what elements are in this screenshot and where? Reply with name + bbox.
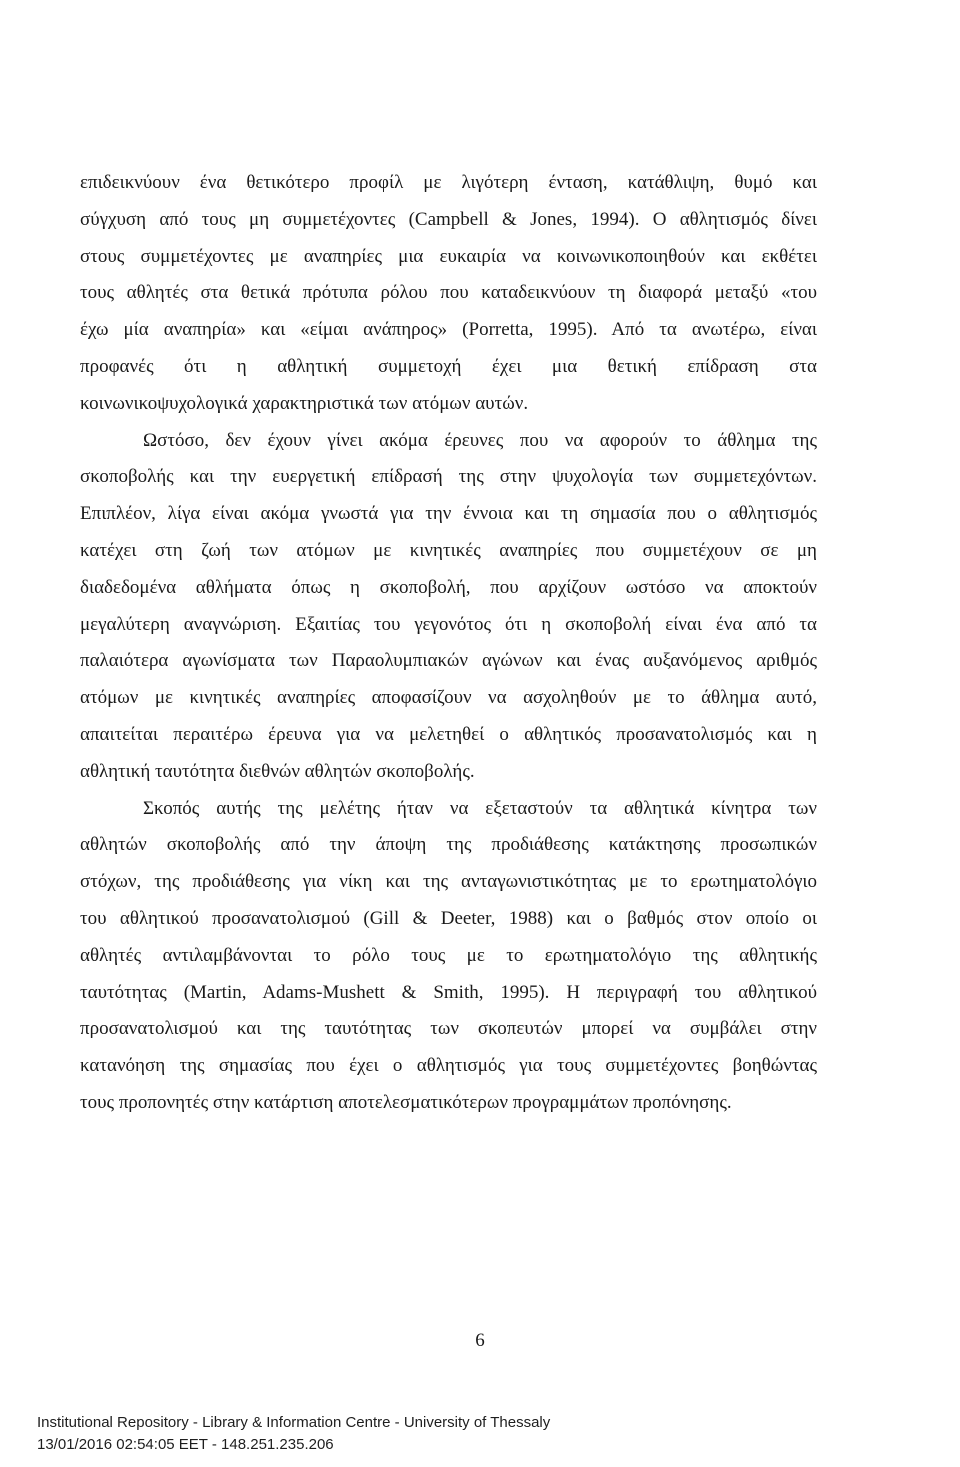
text-line: μεγαλύτερη αναγνώριση. Εξαιτίας του γεγονότος ότι η σκοποβολή είναι ένα από τα — [80, 613, 817, 635]
text-line: Σκοπός αυτής της μελέτης ήταν να εξεταστούν τα αθλητικά κίνητρα των — [143, 797, 817, 819]
text-line: Επιπλέον, λίγα είναι ακόμα γνωστά για την έννοια και τη σημασία που ο αθλητισμός — [80, 503, 817, 525]
text-line: κατέχει στη ζωή των ατόμων με κινητικές αναπηρίες που συμμετέχουν σε μη — [80, 539, 817, 561]
text-line: κατανόηση της σημασίας που έχει ο αθλητισμός για τους συμμετέχοντες βοηθώντας — [80, 1055, 817, 1077]
paragraph — [80, 165, 817, 423]
paragraph — [80, 791, 817, 1122]
text-line: τους προπονητές στην κατάρτιση αποτελεσματικότερων προγραμμάτων προπόνησης. — [80, 1091, 732, 1113]
text-line: αθλητική ταυτότητα διεθνών αθλητών σκοποβολής. — [80, 760, 475, 782]
page-number: 6 — [475, 1330, 485, 1351]
text-line: επιδεικνύουν ένα θετικότερο προφίλ με λιγότερη ένταση, κατάθλιψη, θυμό και — [80, 172, 817, 193]
text-line: παλαιότερα αγωνίσματα των Παραολυμπιακών αγώνων και ένας αυξανόμενος αριθμός — [80, 650, 817, 672]
text-line: έχω μία αναπηρία» και «είμαι ανάπηρος» (Porretta, 1995). Από τα ανωτέρω, είναι — [80, 319, 817, 341]
text-line: σύγχυση από τους μη συμμετέχοντες (Campbell & Jones, 1994). Ο αθλητισμός δίνει — [80, 208, 817, 230]
text-line: τους αθλητές στα θετικά πρότυπα ρόλου που καταδεικνύουν τη διαφορά μεταξύ «του — [80, 282, 817, 304]
text-line: ατόμων με κινητικές αναπηρίες αποφασίζουν να ασχοληθούν με το άθλημα αυτό, — [80, 687, 817, 709]
text-line: στόχων, της προδιάθεσης για νίκη και της ανταγωνιστικότητας με το ερωτηματολόγιο — [80, 871, 817, 893]
text-line: του αθλητικού προσανατολισμού (Gill & Deeter, 1988) και ο βαθμός στον οποίο οι — [80, 907, 817, 929]
text-line: αθλητές αντιλαμβάνονται το ρόλο τους με το ερωτηματολόγιο της αθλητικής — [80, 944, 817, 966]
text-line: κοινωνικοψυχολογικά χαρακτηριστικά των ατόμων αυτών. — [80, 392, 529, 414]
footer-timestamp-line: 13/01/2016 02:54:05 EET - 148.251.235.206 — [37, 1436, 334, 1453]
text-line: Ωστόσο, δεν έχουν γίνει ακόμα έρευνες που να αφορούν το άθλημα της — [143, 429, 817, 451]
text-line: προφανές ότι η αθλητική συμμετοχή έχει μια θετική επίδραση στα — [80, 355, 817, 377]
text-line: στους συμμετέχοντες με αναπηρίες μια ευκαιρία να κοινωνικοποιηθούν και εκθέτει — [80, 245, 817, 267]
text-line: προσανατολισμού και της ταυτότητας των σκοπευτών μπορεί να συμβάλει στην — [80, 1018, 817, 1040]
text-line: σκοποβολής και την ευεργετική επίδρασή της στην ψυχολογία των συμμετεχόντων. — [80, 466, 817, 488]
text-line: αθλητών σκοποβολής από την άποψη της προδιάθεσης κατάκτησης προσωπικών — [80, 834, 817, 856]
repository-footer — [37, 1412, 550, 1456]
text-line: ταυτότητας (Martin, Adams-Mushett & Smith, 1995). Η περιγραφή του αθλητικού — [80, 981, 817, 1003]
footer-repository-line: Institutional Repository - Library & Information Centre - University of Thessaly — [37, 1414, 551, 1431]
paragraph — [80, 423, 817, 791]
text-line: απαιτείται περαιτέρω έρευνα για να μελετηθεί ο αθλητικός προσανατολισμός και η — [80, 723, 817, 745]
body-text — [80, 165, 817, 1122]
text-line: διαδεδομένα αθλήματα όπως η σκοποβολή, που αρχίζουν ωστόσο να αποκτούν — [80, 576, 817, 598]
